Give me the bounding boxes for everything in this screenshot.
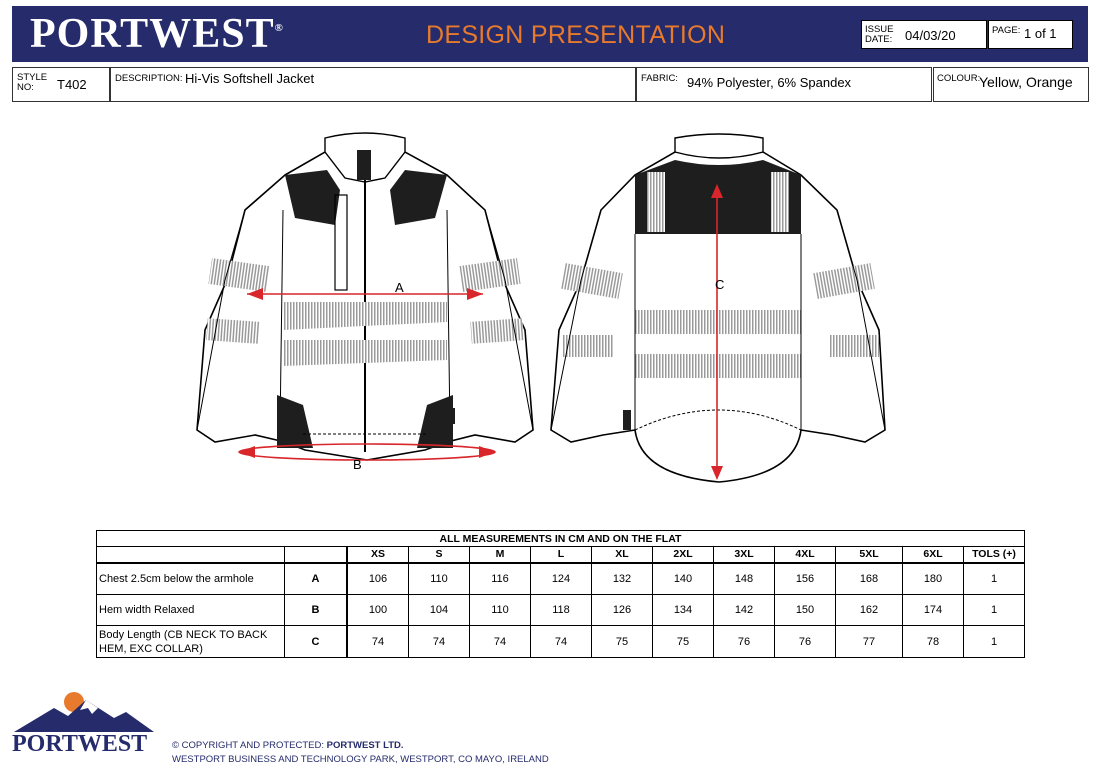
- copyright-prefix: © COPYRIGHT AND PROTECTED:: [172, 740, 327, 751]
- size-header: 5XL: [836, 547, 903, 563]
- footer-copyright: [172, 740, 404, 751]
- fabric-value: 94% Polyester, 6% Spandex: [687, 75, 852, 90]
- measurement-value: 162: [836, 595, 903, 626]
- description-value: Hi-Vis Softshell Jacket: [185, 71, 315, 86]
- size-header: 6XL: [903, 547, 964, 563]
- colour-label: COLOUR:: [937, 73, 981, 84]
- description-label: DESCRIPTION:: [115, 73, 183, 84]
- table-row: [97, 595, 1025, 626]
- measurement-value: 118: [531, 595, 592, 626]
- brand-name: PORTWEST: [30, 11, 275, 57]
- style-no-label: STYLE NO:: [17, 72, 48, 93]
- measurement-table: [96, 530, 1025, 658]
- size-header: XS: [347, 547, 409, 563]
- table-row: [97, 626, 1025, 658]
- size-header: S: [409, 547, 470, 563]
- marker-a-label: A: [395, 280, 404, 295]
- measurement-value: 150: [775, 595, 836, 626]
- measurement-value: 110: [409, 563, 470, 595]
- page-box: [988, 20, 1073, 49]
- measurement-code: B: [285, 595, 348, 626]
- tolerance-value: 1: [964, 626, 1025, 658]
- tolerance-value: 1: [964, 563, 1025, 595]
- document-title: DESIGN PRESENTATION: [426, 21, 726, 49]
- style-no-value: T402: [57, 77, 87, 92]
- measurement-value: 110: [470, 595, 531, 626]
- size-header: M: [470, 547, 531, 563]
- marker-b-label: B: [353, 457, 362, 472]
- description-box: [110, 67, 636, 102]
- issue-date-label: ISSUE DATE:: [865, 24, 894, 45]
- size-header: XL: [592, 547, 653, 563]
- measurement-value: 74: [531, 626, 592, 658]
- jacket-front-drawing: [185, 130, 545, 490]
- header-desc-cell: [97, 547, 285, 563]
- measurement-value: 148: [714, 563, 775, 595]
- measurement-value: 104: [409, 595, 470, 626]
- measurement-value: 78: [903, 626, 964, 658]
- copyright-company: PORTWEST LTD.: [326, 740, 404, 751]
- measurement-code: C: [285, 626, 348, 658]
- page-label: PAGE:: [992, 25, 1021, 36]
- colour-value: Yellow, Orange: [979, 74, 1073, 90]
- table-header-row: [97, 547, 1025, 563]
- page-value: 1 of 1: [1024, 26, 1057, 41]
- measurement-value: 76: [775, 626, 836, 658]
- fabric-label: FABRIC:: [641, 73, 678, 84]
- measurement-value: 124: [531, 563, 592, 595]
- table-title-row: [97, 531, 1025, 547]
- table-row: [97, 563, 1025, 595]
- size-header: L: [531, 547, 592, 563]
- measurement-value: 168: [836, 563, 903, 595]
- tols-header: TOLS (+): [964, 547, 1025, 563]
- brand-logo: [30, 10, 284, 58]
- measurement-value: 76: [714, 626, 775, 658]
- size-header: 2XL: [653, 547, 714, 563]
- measurement-value: 126: [592, 595, 653, 626]
- measurement-description: Chest 2.5cm below the armhole: [97, 563, 285, 595]
- issue-date-value: 04/03/20: [905, 28, 956, 43]
- size-header: 3XL: [714, 547, 775, 563]
- measurement-value: 74: [470, 626, 531, 658]
- style-no-box: [12, 67, 110, 102]
- size-header: 4XL: [775, 547, 836, 563]
- marker-c-label: C: [715, 277, 725, 292]
- measurement-value: 75: [653, 626, 714, 658]
- table-title: ALL MEASUREMENTS IN CM AND ON THE FLAT: [97, 531, 1025, 547]
- measurement-description: Hem width Relaxed: [97, 595, 285, 626]
- measurement-value: 132: [592, 563, 653, 595]
- footer-address: WESTPORT BUSINESS AND TECHNOLOGY PARK, WESTPORT, CO MAYO, IRELAND: [172, 754, 549, 765]
- issue-date-box: [861, 20, 987, 49]
- measurement-value: 174: [903, 595, 964, 626]
- measurement-value: 142: [714, 595, 775, 626]
- measurement-value: 140: [653, 563, 714, 595]
- measurement-value: 134: [653, 595, 714, 626]
- measurement-value: 74: [347, 626, 409, 658]
- measurement-value: 180: [903, 563, 964, 595]
- measurement-value: 77: [836, 626, 903, 658]
- measurement-value: 106: [347, 563, 409, 595]
- mountain-logo-icon: [14, 688, 154, 734]
- measurement-description: Body Length (CB NECK TO BACK HEM, EXC COLLAR): [97, 626, 285, 658]
- brand-registered-mark: ®: [274, 22, 284, 34]
- measurement-value: 75: [592, 626, 653, 658]
- measurement-value: 74: [409, 626, 470, 658]
- footer-brand-logo: PORTWEST: [12, 731, 148, 757]
- tolerance-value: 1: [964, 595, 1025, 626]
- fabric-box: [636, 67, 932, 102]
- measurement-value: 116: [470, 563, 531, 595]
- measurement-value: 100: [347, 595, 409, 626]
- colour-box: [933, 67, 1089, 102]
- measurement-value: 156: [775, 563, 836, 595]
- measurement-code: A: [285, 563, 348, 595]
- header-code-cell: [285, 547, 348, 563]
- jacket-back-drawing: [545, 130, 895, 490]
